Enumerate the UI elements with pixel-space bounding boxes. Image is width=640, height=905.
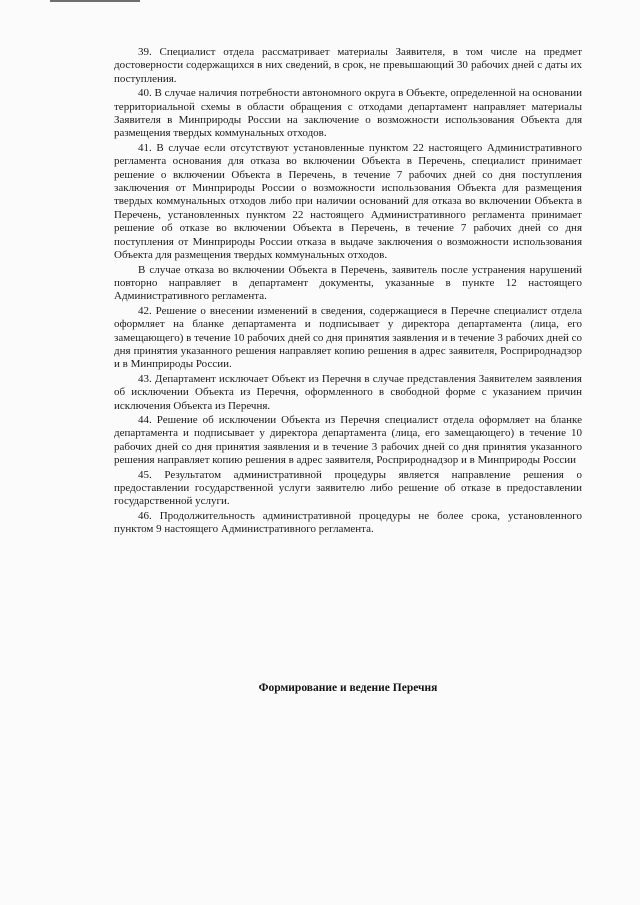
paragraph-41-refusal: В случае отказа во включении Объекта в Перечень, заявитель после устранения нарушений повторно направляет в департамент документы, указанные в пункте 12 настоящего Административного регламента. <box>114 263 582 303</box>
paragraph-45: 45. Результатом административной процедуры является направление решения о предоставлении государственной услуги заявителю либо решение об отказе в предоставлении государственной услуги. <box>114 468 582 508</box>
paragraph-43: 43. Департамент исключает Объект из Перечня в случае представления Заявителем заявления об исключении Объекта из Перечня, оформленного в свободной форме с указанием причин исключения Объекта из Перечня. <box>114 372 582 412</box>
paragraph-41: 41. В случае если отсутствуют установленные пунктом 22 настоящего Административного регламента основания для отказа во включении Объекта в Перечень, специалист принимает решение о включении Объекта в Перечень, в течение 7 рабочих дней со дня поступления заключения от Минприроды России о возможности использования Объекта для размещения твердых коммунальных отходов либо при наличии оснований для отказа во включении Объекта в Перечень, установленных пунктом 22 настоящего Административного регламента принимает решение об отказе во включении Объекта в Перечень, в течение 7 рабочих дней со дня поступления от Минприроды России отказа в выдаче заключения о возможности использования Объекта для размещения твердых коммунальных отходов. <box>114 141 582 262</box>
paragraph-39: 39. Специалист отдела рассматривает материалы Заявителя, в том числе на предмет достоверности содержащихся в них сведений, в срок, не превышающий 30 рабочих дней с даты их поступления. <box>114 46 582 85</box>
paragraph-42: 42. Решение о внесении изменений в сведения, содержащиеся в Перечне специалист отдела оформляет на бланке департамента и подписывает у директора департамента (лица, его замещающего) в течение 10 рабочих дней со дня принятия заявления и в течение 3 рабочих дней со дня принятия указанного решения направляет копию решения в адрес заявителя, Росприроднадзор и в Минприроды России. <box>114 304 582 371</box>
paragraph-46: 46. Продолжительность административной процедуры не более срока, установленного пунктом 9 настоящего Административного регламента. <box>114 509 582 536</box>
paragraph-40: 40. В случае наличия потребности автономного округа в Объекте, определенной на основании территориальной схемы в области обращения с отходами департамент направляет материалы Заявителя в Минприроды России на заключение о возможности использования Объекта для размещения твердых коммунальных отходов. <box>114 87 582 140</box>
top-edge-mark <box>50 0 140 2</box>
paragraph-44: 44. Решение об исключении Объекта из Перечня специалист отдела оформляет на бланке департамента и подписывает у директора департамента (лица, его замещающего) в течение 10 рабочих дней со дня принятия заявления и в течение 3 рабочих дней со дня принятия указанного решения направляет копию решения в адрес заявителя, Росприроднадзор и в Минприроды России <box>114 413 582 467</box>
document-body <box>114 46 582 537</box>
section-heading: Формирование и ведение Перечня <box>258 682 438 694</box>
